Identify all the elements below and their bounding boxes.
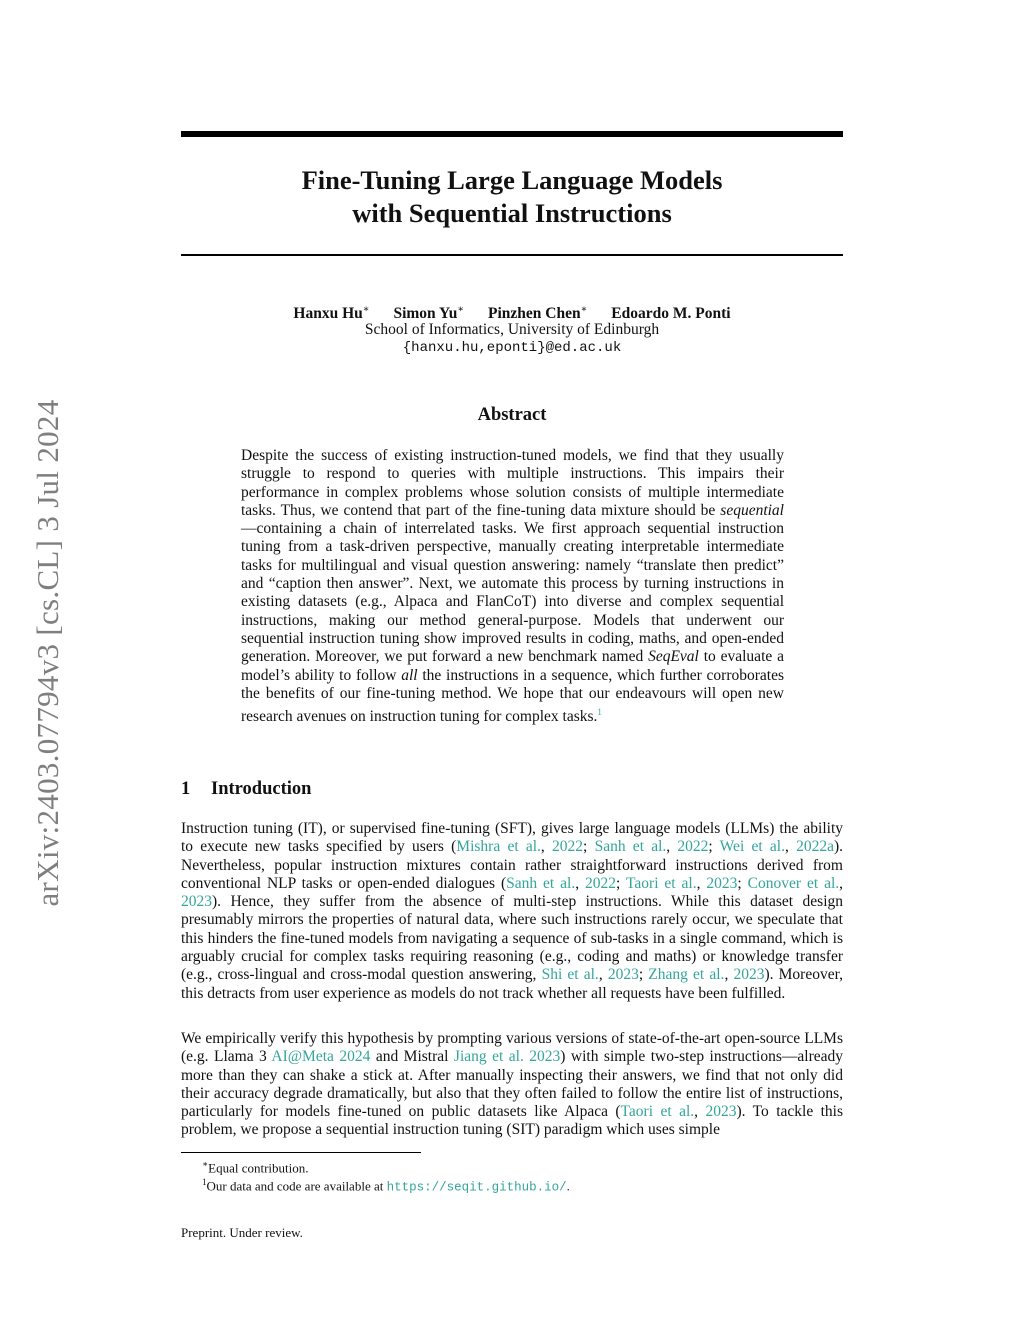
citation-year-link[interactable]: 2023	[733, 966, 765, 984]
abstract-heading: Abstract	[477, 405, 547, 425]
citation-link[interactable]: Mishra et al.	[456, 838, 541, 856]
footnote-ref-1[interactable]: 1	[597, 707, 602, 718]
title-line-2: with Sequential Instructions	[352, 198, 672, 228]
project-url-link[interactable]: https://seqit.github.io/	[386, 1180, 567, 1195]
citation-year-link[interactable]: 2022	[585, 874, 617, 892]
author: Pinzhen Chen∗	[488, 304, 588, 323]
citation-link[interactable]: Jiang et al. 2023	[453, 1048, 561, 1066]
section-heading-introduction: 1 Introduction	[181, 779, 312, 799]
affiliation: School of Informatics, University of Edinburgh	[364, 321, 660, 338]
author: Edoardo M. Ponti	[611, 305, 731, 323]
citation-link[interactable]: Sanh et al.	[594, 838, 667, 856]
citation-link[interactable]: Taori et al.	[626, 874, 697, 892]
author: Simon Yu∗	[393, 304, 465, 323]
citation-link[interactable]: AI@Meta 2024	[271, 1048, 371, 1066]
footnote-data-code: $^1$Our data and code are available at https://seqit.github.io/.	[202, 1177, 570, 1195]
citation-year-link[interactable]: 2023	[181, 893, 212, 911]
title-line-1: Fine-Tuning Large Language Models	[301, 165, 723, 195]
title-top-rule	[181, 131, 843, 137]
citation-year-link[interactable]: 2022	[552, 838, 584, 856]
paper-title	[181, 164, 843, 230]
citation-link[interactable]: Wei et al.	[719, 838, 785, 856]
citation-year-link[interactable]: 2023	[706, 874, 738, 892]
arxiv-identifier: arXiv:2403.07794v3 [cs.CL] 3 Jul 2024	[30, 399, 65, 907]
footnote-rule	[181, 1152, 421, 1153]
title-bottom-rule	[181, 254, 843, 256]
citation-year-link[interactable]: 2022a	[796, 838, 834, 856]
citation-link[interactable]: Zhang et al.	[648, 966, 725, 984]
abstract-body: Despite the success of existing instruction-tuned models, we find that they usually struggle to respond to queries with multiple instructions. This impairs their performance in complex problems whose solution consists of multiple intermediate tasks. Thus, we contend that part of the fine-tuning data mixture should be sequential—containing a chain of interrelated tasks. We first approach sequential instruction tuning from a task-driven perspective, manually creating interpretable intermediate tasks for multilingual and visual question answering: namely “translate then predict” and “caption then answer”. Next, we automate this process by turning instructions in existing datasets (e.g., Alpaca and FlanCoT) into diverse and complex sequential instructions, making our method general-purpose. Models that underwent our sequential instruction tuning show improved results in coding, maths, and open-ended generation. Moreover, we put forward a new benchmark named SeqEval to evaluate a model’s ability to follow all the instructions in a sequence, which further corroborates the benefits of our fine-tuning method. We hope that our endeavours will open new research avenues on instruction tuning for complex tasks.$^1$	[241, 447, 784, 726]
intro-paragraph-1: Instruction tuning (IT), or supervised fine-tuning (SFT), gives large language models (LLMs) the ability to execute new tasks specified by users (Mishra et al., 2022; Sanh et al., 2022; Wei et al., 2022a). Nevertheless, popular instruction mixtures contain rather straightforward instructions derived from conventional NLP tasks or open-ended dialogues (Sanh et al., 2022; Taori et al., 2023; Conover et al., 2023). Hence, they suffer from the absence of multi-step instructions. While this dataset design presumably mirrors the properties of natural data, where such instructions rarely occur, we speculate that this hinders the fine-tuned models from navigating a sequence of sub-tasks in a single command, which is arguably crucial for complex tasks requiring reasoning (e.g., coding and maths) or knowledge transfer (e.g., cross-lingual and cross-modal question answering, Shi et al., 2023; Zhang et al., 2023). Moreover, this detracts from user experience as models do not track whether all requests have been fulfilled.	[181, 820, 844, 1002]
author-email[interactable]: {hanxu.hu,eponti}@ed.ac.uk	[402, 340, 622, 356]
citation-year-link[interactable]: 2023	[607, 966, 639, 984]
citation-year-link[interactable]: 2022	[677, 838, 709, 856]
citation-year-link[interactable]: 2023	[705, 1103, 737, 1121]
preprint-notice: Preprint. Under review.	[181, 1225, 303, 1240]
intro-paragraph-2: We empirically verify this hypothesis by prompting various versions of state-of-the-art open-source LLMs (e.g. Llama 3 AI@Meta 2024 and Mistral Jiang et al. 2023) with simple two-step instructions—already more than they can shake a stick at. After manually inspecting their answers, we find that not only did their accuracy degrade dramatically, but also that they often failed to follow the entire list of instructions, particularly for models fine-tuned on public datasets like Alpaca (Taori et al., 2023). To tackle this problem, we propose a sequential instruction tuning (SIT) paradigm which uses simple	[181, 1030, 844, 1139]
citation-link[interactable]: Sanh et al.	[506, 874, 576, 892]
citation-link[interactable]: Taori et al.	[620, 1103, 695, 1121]
citation-link[interactable]: Conover et al.	[747, 874, 840, 892]
arxiv-sidebar	[28, 376, 68, 930]
footnote-equal-contribution: ∗Equal contribution.	[202, 1159, 309, 1176]
citation-link[interactable]: Shi et al.	[541, 966, 599, 984]
author: Hanxu Hu∗	[293, 304, 370, 323]
